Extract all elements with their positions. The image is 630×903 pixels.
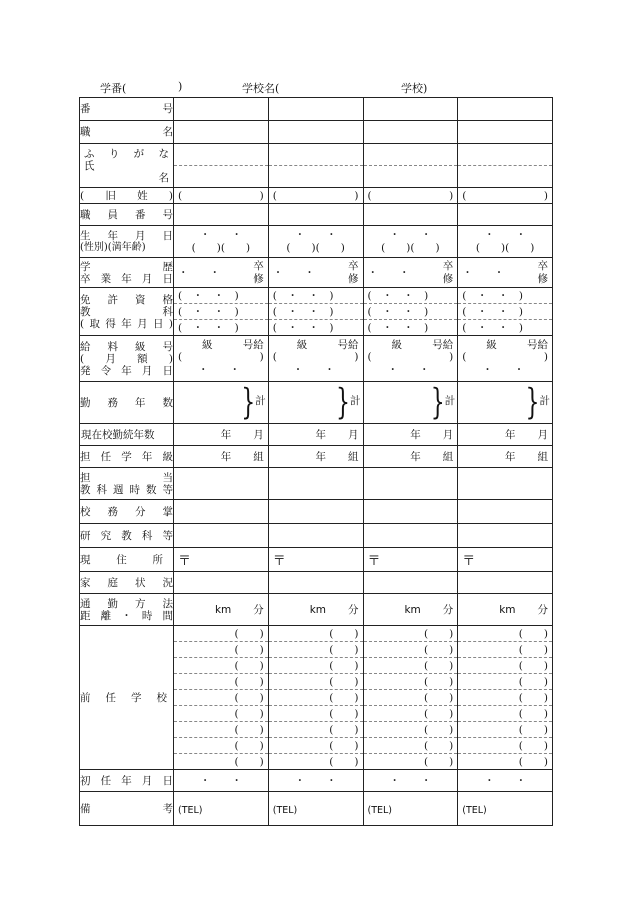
cell-license[interactable]: ( ・ ・ ) ( ・ ・ ) ( ・ ・ ) xyxy=(268,288,363,336)
label-previous-schools: 前 任 学 校 xyxy=(80,626,174,770)
cell-former-name[interactable]: ( ) xyxy=(458,188,553,204)
label-remarks: 備 考 xyxy=(80,792,174,826)
cell-former-name[interactable]: ( ) xyxy=(268,188,363,204)
cell-birthdate[interactable]: ・ ・ ( )( ) xyxy=(363,226,458,258)
label-position: 職 名 xyxy=(80,121,174,144)
row-number xyxy=(80,98,553,121)
label-birthdate: 生 年 月 日 (性別)(満年齢) xyxy=(80,226,174,258)
row-former-name xyxy=(80,188,553,204)
row-subjects xyxy=(80,468,553,500)
label-commute: 通 勤 方 法 距 離 ・ 時 間 xyxy=(80,594,174,626)
row-first-appointment xyxy=(80,770,553,792)
school-name-close: 学校) xyxy=(401,82,428,95)
cell-salary[interactable]: 級 号給 ( ) ・ ・ xyxy=(174,336,269,382)
row-research xyxy=(80,524,553,548)
row-license xyxy=(80,288,553,336)
cell-address[interactable] xyxy=(458,548,553,572)
label-years-service: 勤 務 年 数 xyxy=(80,382,174,424)
label-former-name: ( 旧 姓 ) xyxy=(80,189,173,202)
row-education xyxy=(80,258,553,288)
cell-current-tenure[interactable]: 年 月 xyxy=(458,424,553,446)
brace-icon: } xyxy=(525,383,540,424)
cell-homeroom[interactable]: 年 組 xyxy=(458,446,553,468)
label-name: ふ り が な 氏 名 xyxy=(80,144,174,188)
cell-homeroom[interactable]: 年 組 xyxy=(268,446,363,468)
postal-icon: 〒 xyxy=(178,554,192,569)
label-homeroom: 担 任 学 年 級 xyxy=(80,446,174,468)
student-number-label: 学番( xyxy=(100,82,127,95)
cell-staff-number[interactable] xyxy=(363,204,458,226)
cell-commute[interactable]: km 分 xyxy=(458,594,553,626)
cell-staff-number[interactable] xyxy=(458,204,553,226)
cell-current-tenure[interactable]: 年 月 xyxy=(174,424,269,446)
row-current-tenure xyxy=(80,424,553,446)
cell-commute[interactable]: km 分 xyxy=(174,594,269,626)
row-staff-number xyxy=(80,204,553,226)
row-position xyxy=(80,121,553,144)
cell-name[interactable] xyxy=(174,144,269,188)
cell-years-service[interactable]: } 計 xyxy=(174,382,269,424)
cell-former-name[interactable]: ( ) xyxy=(363,188,458,204)
label-family: 家 庭 状 況 xyxy=(80,572,174,594)
cell-current-tenure[interactable]: 年 月 xyxy=(268,424,363,446)
cell-family[interactable] xyxy=(458,572,553,594)
label-staff-number: 職 員 番 号 xyxy=(80,204,174,226)
cell-family[interactable] xyxy=(174,572,269,594)
cell-homeroom[interactable]: 年 組 xyxy=(363,446,458,468)
cell-education[interactable]: ・ ・ 卒 修 xyxy=(174,258,269,288)
student-number-close: ) xyxy=(178,80,183,93)
cell-current-tenure[interactable]: 年 月 xyxy=(363,424,458,446)
cell-education[interactable]: ・ ・ 卒 修 xyxy=(458,258,553,288)
brace-icon: } xyxy=(241,383,256,424)
cell-number[interactable] xyxy=(268,98,363,121)
cell-previous-schools[interactable]: ( ) ( ) ( ) ( ) ( ) ( ) ( ) ( ) ( ) xyxy=(268,626,363,770)
row-family xyxy=(80,572,553,594)
cell-subjects[interactable] xyxy=(458,468,553,500)
cell-remarks[interactable]: (TEL) xyxy=(363,792,458,826)
row-address xyxy=(80,548,553,572)
cell-previous-schools[interactable]: ( ) ( ) ( ) ( ) ( ) ( ) ( ) ( ) ( ) xyxy=(174,626,269,770)
cell-number[interactable] xyxy=(174,98,269,121)
label-education: 学 歴 卒 業 年 月 日 xyxy=(80,258,174,288)
cell-school-duties[interactable] xyxy=(458,500,553,524)
label-research: 研 究 教 科 等 xyxy=(80,524,174,548)
cell-school-duties[interactable] xyxy=(363,500,458,524)
row-commute xyxy=(80,594,553,626)
cell-first-appointment[interactable]: ・ ・ xyxy=(458,770,553,792)
label-current-tenure: 現在校勤続年数 xyxy=(80,424,174,446)
cell-position[interactable] xyxy=(363,121,458,144)
postal-icon: 〒 xyxy=(272,554,286,569)
cell-name[interactable] xyxy=(458,144,553,188)
cell-number[interactable] xyxy=(458,98,553,121)
row-homeroom xyxy=(80,446,553,468)
row-birthdate xyxy=(80,226,553,258)
label-number: 番 号 xyxy=(80,98,174,121)
cell-remarks[interactable]: (TEL) xyxy=(174,792,269,826)
cell-name[interactable] xyxy=(363,144,458,188)
cell-salary[interactable]: 級 号給 ( ) ・ ・ xyxy=(363,336,458,382)
cell-subjects[interactable] xyxy=(363,468,458,500)
cell-years-service[interactable]: } 計 xyxy=(458,382,553,424)
cell-research[interactable] xyxy=(363,524,458,548)
cell-commute[interactable]: km 分 xyxy=(363,594,458,626)
school-name-label: 学校名( xyxy=(242,82,280,95)
cell-research[interactable] xyxy=(174,524,269,548)
brace-icon: } xyxy=(336,383,350,424)
label-first-appointment: 初 任 年 月 日 xyxy=(80,770,174,792)
cell-years-service[interactable]: } 計 xyxy=(363,382,458,424)
cell-school-duties[interactable] xyxy=(174,500,269,524)
cell-previous-schools[interactable]: ( ) ( ) ( ) ( ) ( ) ( ) ( ) ( ) ( ) xyxy=(363,626,458,770)
cell-education[interactable]: ・ ・ 卒 修 xyxy=(268,258,363,288)
cell-subjects[interactable] xyxy=(268,468,363,500)
cell-education[interactable]: ・ ・ 卒 修 xyxy=(363,258,458,288)
cell-subjects[interactable] xyxy=(174,468,269,500)
cell-family[interactable] xyxy=(268,572,363,594)
cell-address[interactable] xyxy=(174,548,269,572)
cell-birthdate[interactable]: ・ ・ ( )( ) xyxy=(174,226,269,258)
label-license: 免 許 資 格 教 科 ( 取 得 年 月 日 ) xyxy=(80,288,174,336)
cell-name[interactable] xyxy=(268,144,363,188)
row-salary xyxy=(80,336,553,382)
label-address: 現 住 所 xyxy=(80,548,174,572)
cell-first-appointment[interactable]: ・ ・ xyxy=(268,770,363,792)
cell-commute[interactable]: km 分 xyxy=(268,594,363,626)
cell-birthdate[interactable]: ・ ・ ( )( ) xyxy=(268,226,363,258)
cell-staff-number[interactable] xyxy=(268,204,363,226)
cell-research[interactable] xyxy=(268,524,363,548)
cell-birthdate[interactable]: ・ ・ ( )( ) xyxy=(458,226,553,258)
cell-first-appointment[interactable]: ・ ・ xyxy=(174,770,269,792)
cell-address[interactable] xyxy=(363,548,458,572)
cell-years-service[interactable]: } 計 xyxy=(268,382,363,424)
cell-number[interactable] xyxy=(363,98,458,121)
cell-school-duties[interactable] xyxy=(268,500,363,524)
cell-license[interactable]: ( ・ ・ ) ( ・ ・ ) ( ・ ・ ) xyxy=(174,288,269,336)
cell-license[interactable]: ( ・ ・ ) ( ・ ・ ) ( ・ ・ ) xyxy=(458,288,553,336)
row-school-duties xyxy=(80,500,553,524)
cell-remarks[interactable]: (TEL) xyxy=(268,792,363,826)
label-subjects: 担 当 教 科 週 時 数 等 xyxy=(80,468,174,500)
row-remarks xyxy=(80,792,553,826)
cell-salary[interactable]: 級 号給 ( ) ・ ・ xyxy=(458,336,553,382)
row-years-service xyxy=(80,382,553,424)
cell-staff-number[interactable] xyxy=(174,204,269,226)
cell-position[interactable] xyxy=(268,121,363,144)
brace-icon: } xyxy=(430,383,445,424)
cell-family[interactable] xyxy=(363,572,458,594)
postal-icon: 〒 xyxy=(367,554,381,569)
cell-first-appointment[interactable]: ・ ・ xyxy=(363,770,458,792)
label-salary: 給 料 級 号 ( 月 額 ) 発 令 年 月 日 xyxy=(80,336,174,382)
cell-homeroom[interactable]: 年 組 xyxy=(174,446,269,468)
teacher-record-form xyxy=(79,97,553,826)
cell-salary[interactable]: 級 号給 ( ) ・ ・ xyxy=(268,336,363,382)
cell-remarks[interactable]: (TEL) xyxy=(458,792,553,826)
cell-license[interactable]: ( ・ ・ ) ( ・ ・ ) ( ・ ・ ) xyxy=(363,288,458,336)
row-previous-schools xyxy=(80,626,553,770)
cell-research[interactable] xyxy=(458,524,553,548)
form-header xyxy=(0,80,630,96)
label-school-duties: 校 務 分 掌 xyxy=(80,500,174,524)
cell-former-name[interactable]: ( ) xyxy=(174,188,269,204)
cell-position[interactable] xyxy=(458,121,553,144)
cell-position[interactable] xyxy=(174,121,269,144)
cell-previous-schools[interactable]: ( ) ( ) ( ) ( ) ( ) ( ) ( ) ( ) ( ) xyxy=(458,626,553,770)
postal-icon: 〒 xyxy=(462,554,476,569)
row-name xyxy=(80,144,553,188)
cell-address[interactable] xyxy=(268,548,363,572)
